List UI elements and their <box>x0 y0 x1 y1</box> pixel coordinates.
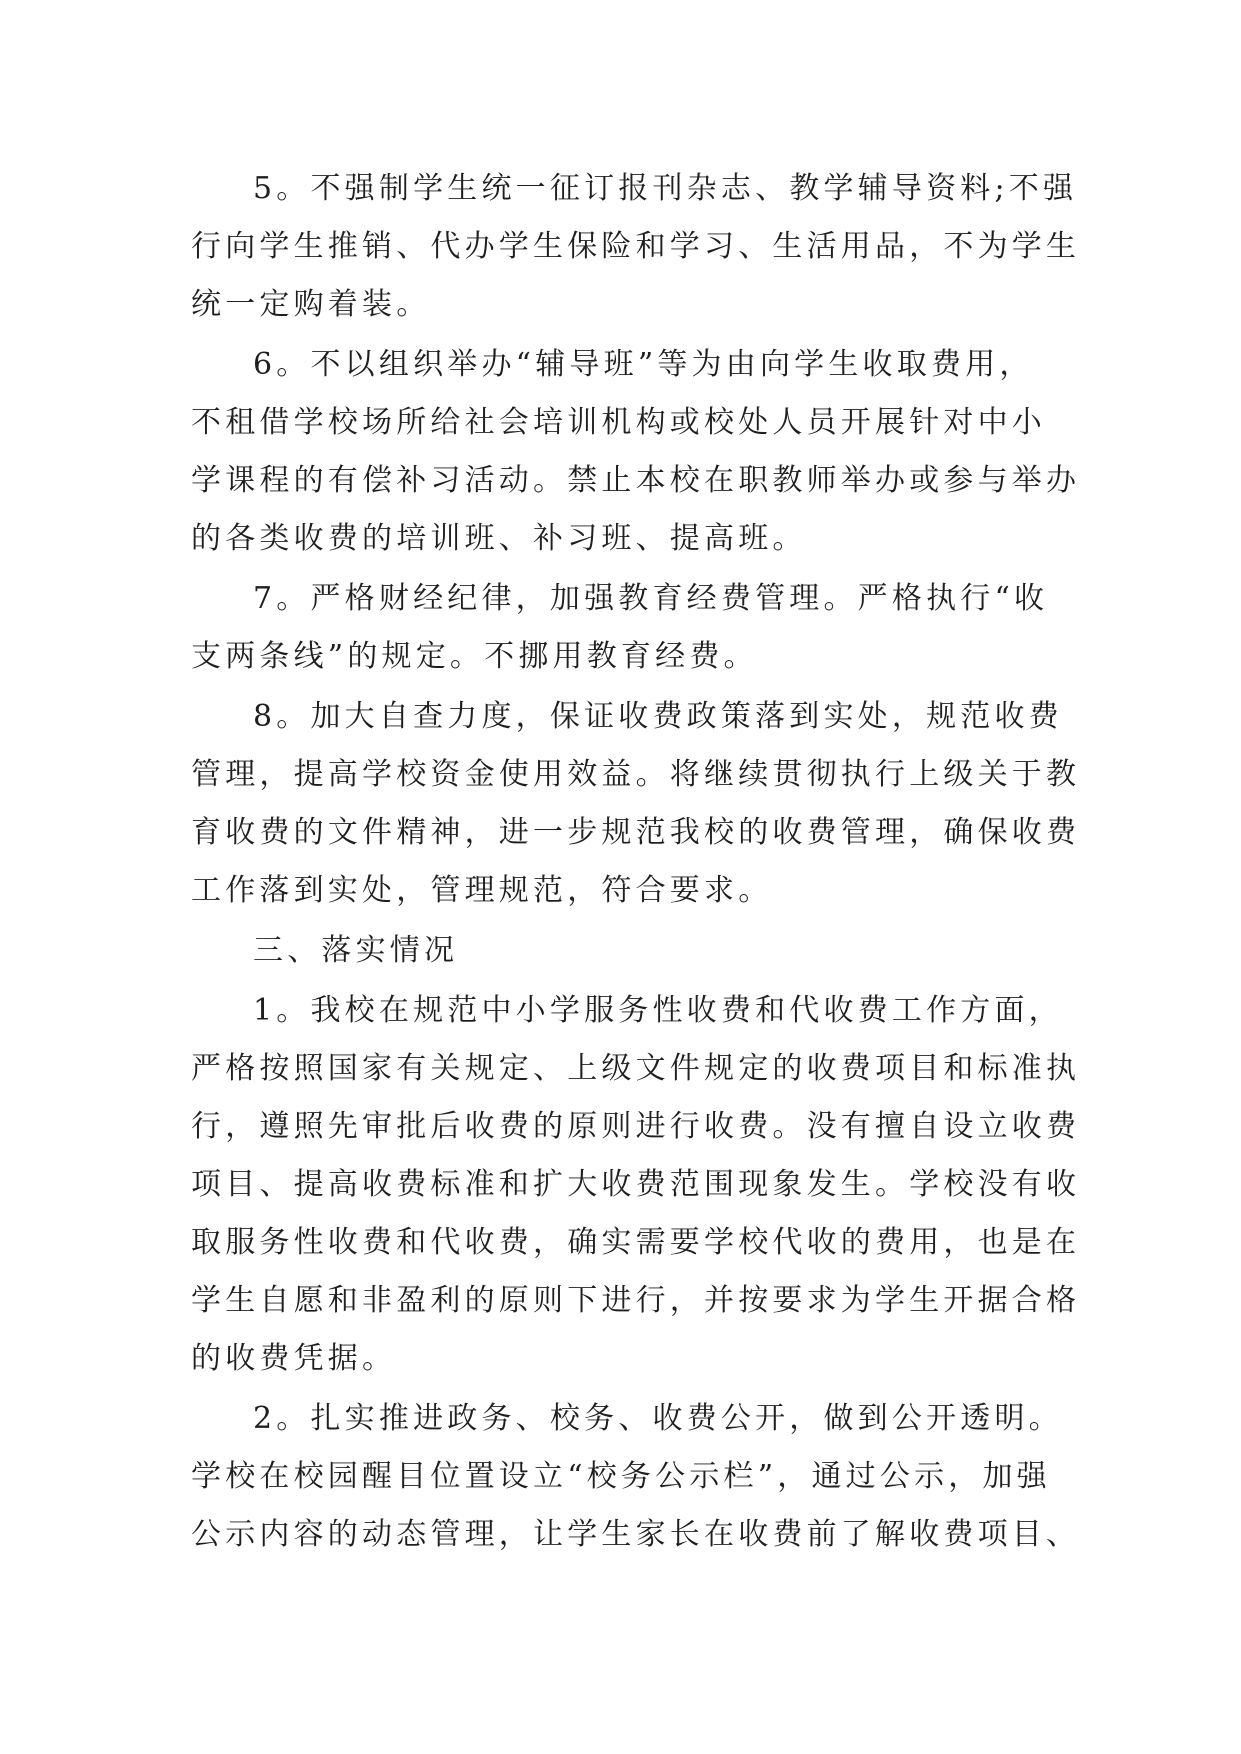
paragraph-1-line-3: 行，遵照先审批后收费的原则进行收费。没有擅自设立收费 <box>191 1109 1081 1144</box>
paragraph-8-line-2: 管理，提高学校资金使用效益。将继续贯彻执行上级关于教 <box>191 757 1081 792</box>
paragraph-6-line-4: 的各类收费的培训班、补习班、提高班。 <box>191 521 807 556</box>
paragraph-1-line-7: 的收费凭据。 <box>191 1341 397 1376</box>
paragraph-8-line-4: 工作落到实处，管理规范，符合要求。 <box>191 873 773 908</box>
paragraph-1-line-6: 学生自愿和非盈利的原则下进行，并按要求为学生开据合格 <box>191 1283 1081 1318</box>
paragraph-7-line-2: 支两条线”的规定。不挪用教育经费。 <box>191 639 758 674</box>
paragraph-2-line-1: 2。扎实推进政务、校务、收费公开，做到公开透明。 <box>253 1401 1063 1436</box>
paragraph-1-line-5: 取服务性收费和代收费，确实需要学校代收的费用，也是在 <box>191 1225 1081 1260</box>
document-body <box>191 160 1081 1564</box>
paragraph-6-line-1: 6。不以组织举办“辅导班”等为由向学生收取费用， <box>253 347 1034 382</box>
paragraph-6-line-3: 学课程的有偿补习活动。禁止本校在职教师举办或参与举办 <box>191 463 1081 498</box>
paragraph-5-line-3: 统一定购着装。 <box>191 287 431 322</box>
paragraph-1-line-4: 项目、提高收费标准和扩大收费范围现象发生。学校没有收 <box>191 1167 1081 1202</box>
paragraph-8-line-3: 育收费的文件精神，进一步规范我校的收费管理，确保收费 <box>191 815 1081 850</box>
paragraph-1-line-1: 1。我校在规范中小学服务性收费和代收费工作方面， <box>253 993 1063 1028</box>
paragraph-2-line-2: 学校在校园醒目位置设立“校务公示栏”，通过公示，加强 <box>191 1459 1051 1494</box>
section-heading: 三、落实情况 <box>253 933 459 968</box>
paragraph-7-line-1: 7。严格财经纪律，加强教育经费管理。严格执行“收 <box>253 581 1049 616</box>
paragraph-8-line-1: 8。加大自查力度，保证收费政策落到实处，规范收费 <box>253 699 1063 734</box>
paragraph-5-line-1: 5。不强制学生统一征订报刊杂志、教学辅导资料;不强 <box>253 171 1078 206</box>
paragraph-5-line-2: 行向学生推销、代办学生保险和学习、生活用品，不为学生 <box>191 229 1081 264</box>
paragraph-2-line-3: 公示内容的动态管理，让学生家长在收费前了解收费项目、 <box>191 1517 1081 1552</box>
paragraph-1-line-2: 严格按照国家有关规定、上级文件规定的收费项目和标准执 <box>191 1051 1081 1086</box>
paragraph-6-line-2: 不租借学校场所给社会培训机构或校处人员开展针对中小 <box>191 405 1046 440</box>
